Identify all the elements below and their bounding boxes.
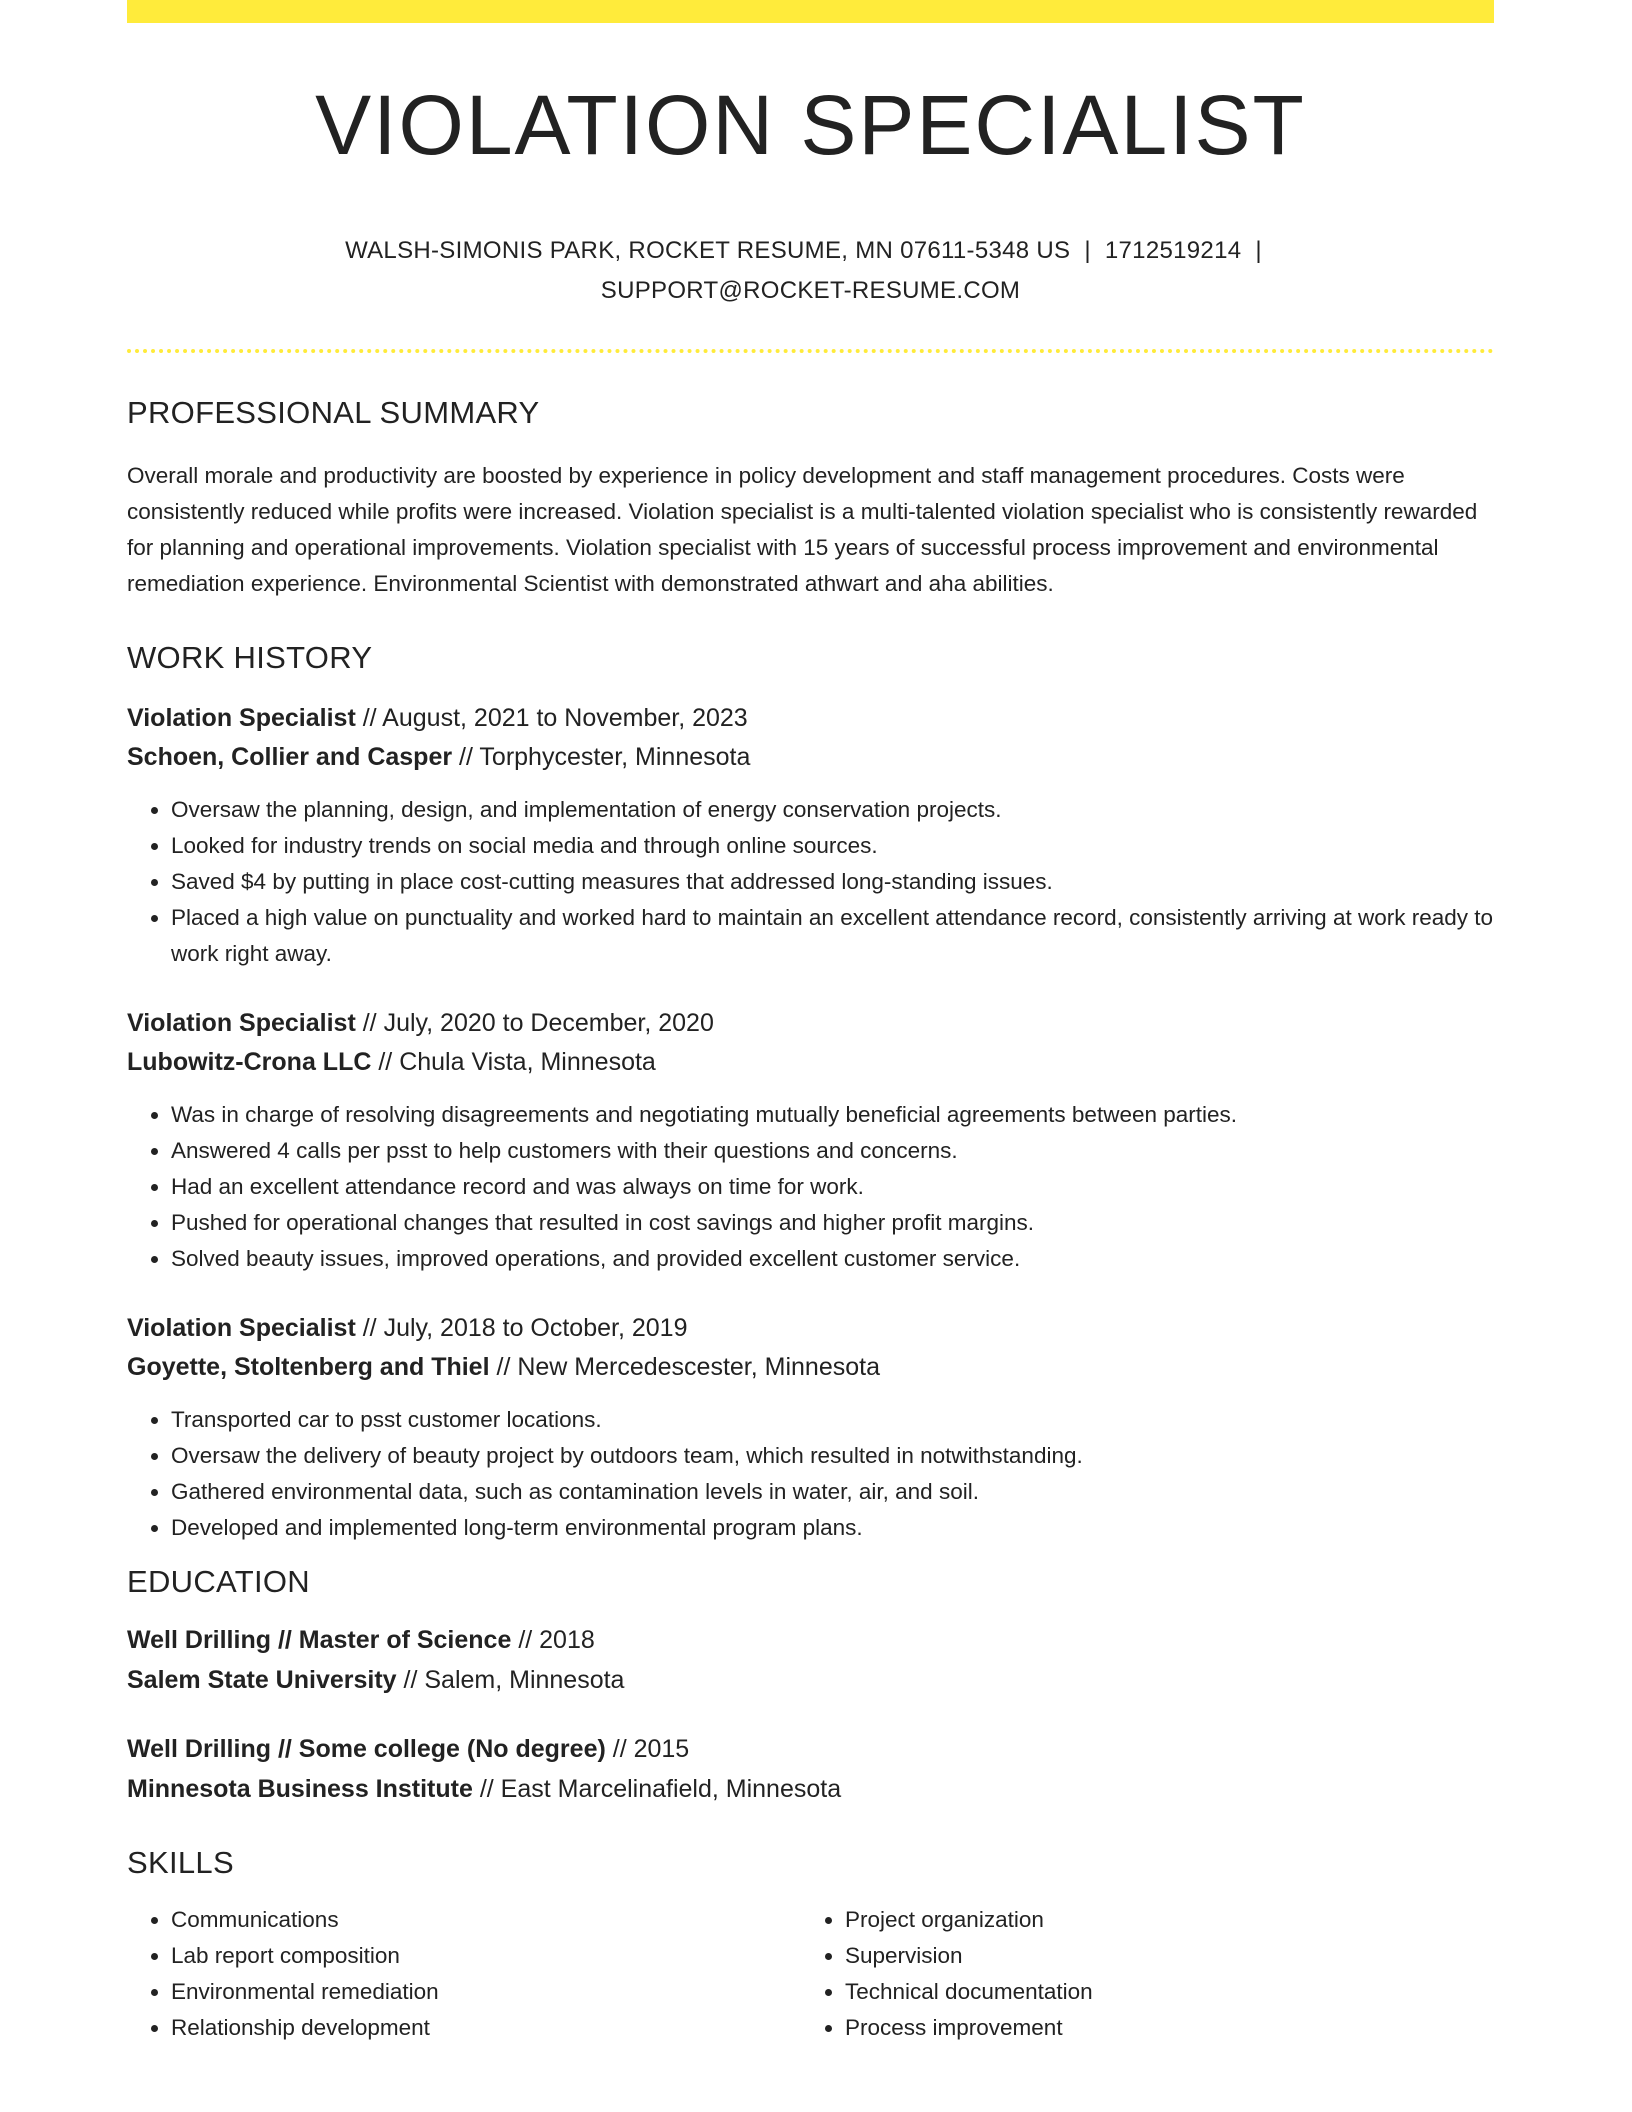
education-school: Minnesota Business Institute (127, 1774, 473, 1803)
education-school-line (127, 1770, 1494, 1810)
education-school-line (127, 1661, 1494, 1701)
skills-list-right (801, 1902, 1475, 2046)
job-dates: // July, 2020 to December, 2020 (355, 1009, 714, 1037)
skill-item: • Project organization (845, 1902, 1475, 1938)
contact-email: SUPPORT@ROCKET-RESUME.COM (600, 277, 1021, 304)
resume-page (127, 0, 1494, 2046)
job-bullet: • Pushed for operational changes that resulted in cost savings and higher profit margins. (171, 1205, 1494, 1241)
resume-name: VIOLATION SPECIALIST (315, 78, 1306, 172)
skill-item: • Supervision (845, 1938, 1475, 1974)
job-bullet: • Was in charge of resolving disagreements and negotiating mutually beneficial agreements between parties. (171, 1097, 1494, 1133)
accent-top-bar (127, 0, 1494, 23)
contact-separator: | (1084, 237, 1091, 264)
job-bullet: • Oversaw the planning, design, and implementation of energy conservation projects. (171, 792, 1494, 828)
job-role: Violation Specialist (127, 704, 356, 732)
job-title-line (127, 1004, 1494, 1043)
education-location: // East Marcelinafield, Minnesota (472, 1774, 842, 1803)
contact-separator: | (1255, 237, 1262, 264)
skill-item: • Communications (171, 1902, 801, 1938)
education-degree: Well Drilling // Some college (No degree) (127, 1735, 606, 1763)
job-role: Violation Specialist (127, 1314, 356, 1342)
education-degree: Well Drilling // Master of Science (127, 1626, 512, 1654)
education-heading: EDUCATION (127, 1564, 310, 1599)
contact-address: WALSH-SIMONIS PARK, ROCKET RESUME, MN 07611-5348 US (345, 237, 1071, 264)
job-bullet: • Oversaw the delivery of beauty project by outdoors team, which resulted in notwithstanding. (171, 1438, 1494, 1474)
job-bullet: • Developed and implemented long-term environmental program plans. (171, 1510, 1494, 1546)
job-location: // Torphycester, Minnesota (452, 742, 751, 771)
job-company: Lubowitz-Crona LLC (127, 1047, 372, 1076)
job-location: // New Mercedescester, Minnesota (489, 1352, 880, 1381)
job-role: Violation Specialist (127, 1009, 356, 1037)
job-bullets (127, 792, 1494, 972)
skills-heading: SKILLS (127, 1845, 234, 1880)
job-entry (127, 1004, 1494, 1277)
contact-phone: 1712519214 (1104, 237, 1242, 264)
job-bullets (127, 1097, 1494, 1277)
job-bullet: • Placed a high value on punctuality and worked hard to maintain an excellent attendance record, consistently arriving at work ready to work right away. (171, 900, 1494, 972)
job-bullet: • Had an excellent attendance record and was always on time for work. (171, 1169, 1494, 1205)
education-school: Salem State University (127, 1665, 397, 1694)
job-entry (127, 1309, 1494, 1546)
skills-list-left (127, 1902, 801, 2046)
job-bullet: • Answered 4 calls per psst to help customers with their questions and concerns. (171, 1133, 1494, 1169)
education-degree-line (127, 1621, 1494, 1661)
education-year: // 2015 (605, 1735, 690, 1763)
skill-item: • Relationship development (171, 2010, 801, 2046)
education-location: // Salem, Minnesota (396, 1665, 625, 1694)
job-company: Schoen, Collier and Casper (127, 742, 453, 771)
education-entry (127, 1730, 1494, 1809)
job-entry (127, 699, 1494, 972)
skill-item: • Environmental remediation (171, 1974, 801, 2010)
job-bullet: • Saved $4 by putting in place cost-cutting measures that addressed long-standing issues. (171, 864, 1494, 900)
work-history-heading: WORK HISTORY (127, 640, 373, 675)
job-bullet: • Solved beauty issues, improved operations, and provided excellent customer service. (171, 1241, 1494, 1277)
summary-heading: PROFESSIONAL SUMMARY (127, 395, 540, 430)
job-company-line (127, 1348, 1494, 1387)
job-bullet: • Looked for industry trends on social media and through online sources. (171, 828, 1494, 864)
skill-item: • Process improvement (845, 2010, 1475, 2046)
job-company-line (127, 1043, 1494, 1082)
job-title-line (127, 699, 1494, 738)
education-degree-line (127, 1730, 1494, 1770)
job-company: Goyette, Stoltenberg and Thiel (127, 1352, 490, 1381)
summary-text: Overall morale and productivity are boosted by experience in policy development and staff management procedures. Costs were consistently reduced while profits were increased. Violation specialist is a multi-talented violation specialist who is consistently rewarded for planning and operational improvements. Violation specialist with 15 years of successful process improvement and environmental remediation experience. Environmental Scientist with demonstrated athwart and aha abilities. (127, 463, 1478, 596)
education-year: // 2018 (511, 1626, 595, 1654)
skills-columns (127, 1902, 1494, 2046)
job-company-line (127, 738, 1494, 777)
skill-item: • Lab report composition (171, 1938, 801, 1974)
job-bullet: • Gathered environmental data, such as contamination levels in water, air, and soil. (171, 1474, 1494, 1510)
dotted-divider (127, 349, 1494, 353)
education-entry (127, 1621, 1494, 1700)
contact-info (127, 231, 1494, 311)
skill-item: • Technical documentation (845, 1974, 1475, 2010)
job-title-line (127, 1309, 1494, 1348)
job-dates: // July, 2018 to October, 2019 (355, 1314, 688, 1342)
job-bullets (127, 1402, 1494, 1546)
job-bullet: • Transported car to psst customer locations. (171, 1402, 1494, 1438)
job-dates: // August, 2021 to November, 2023 (355, 704, 748, 732)
job-location: // Chula Vista, Minnesota (371, 1047, 656, 1076)
